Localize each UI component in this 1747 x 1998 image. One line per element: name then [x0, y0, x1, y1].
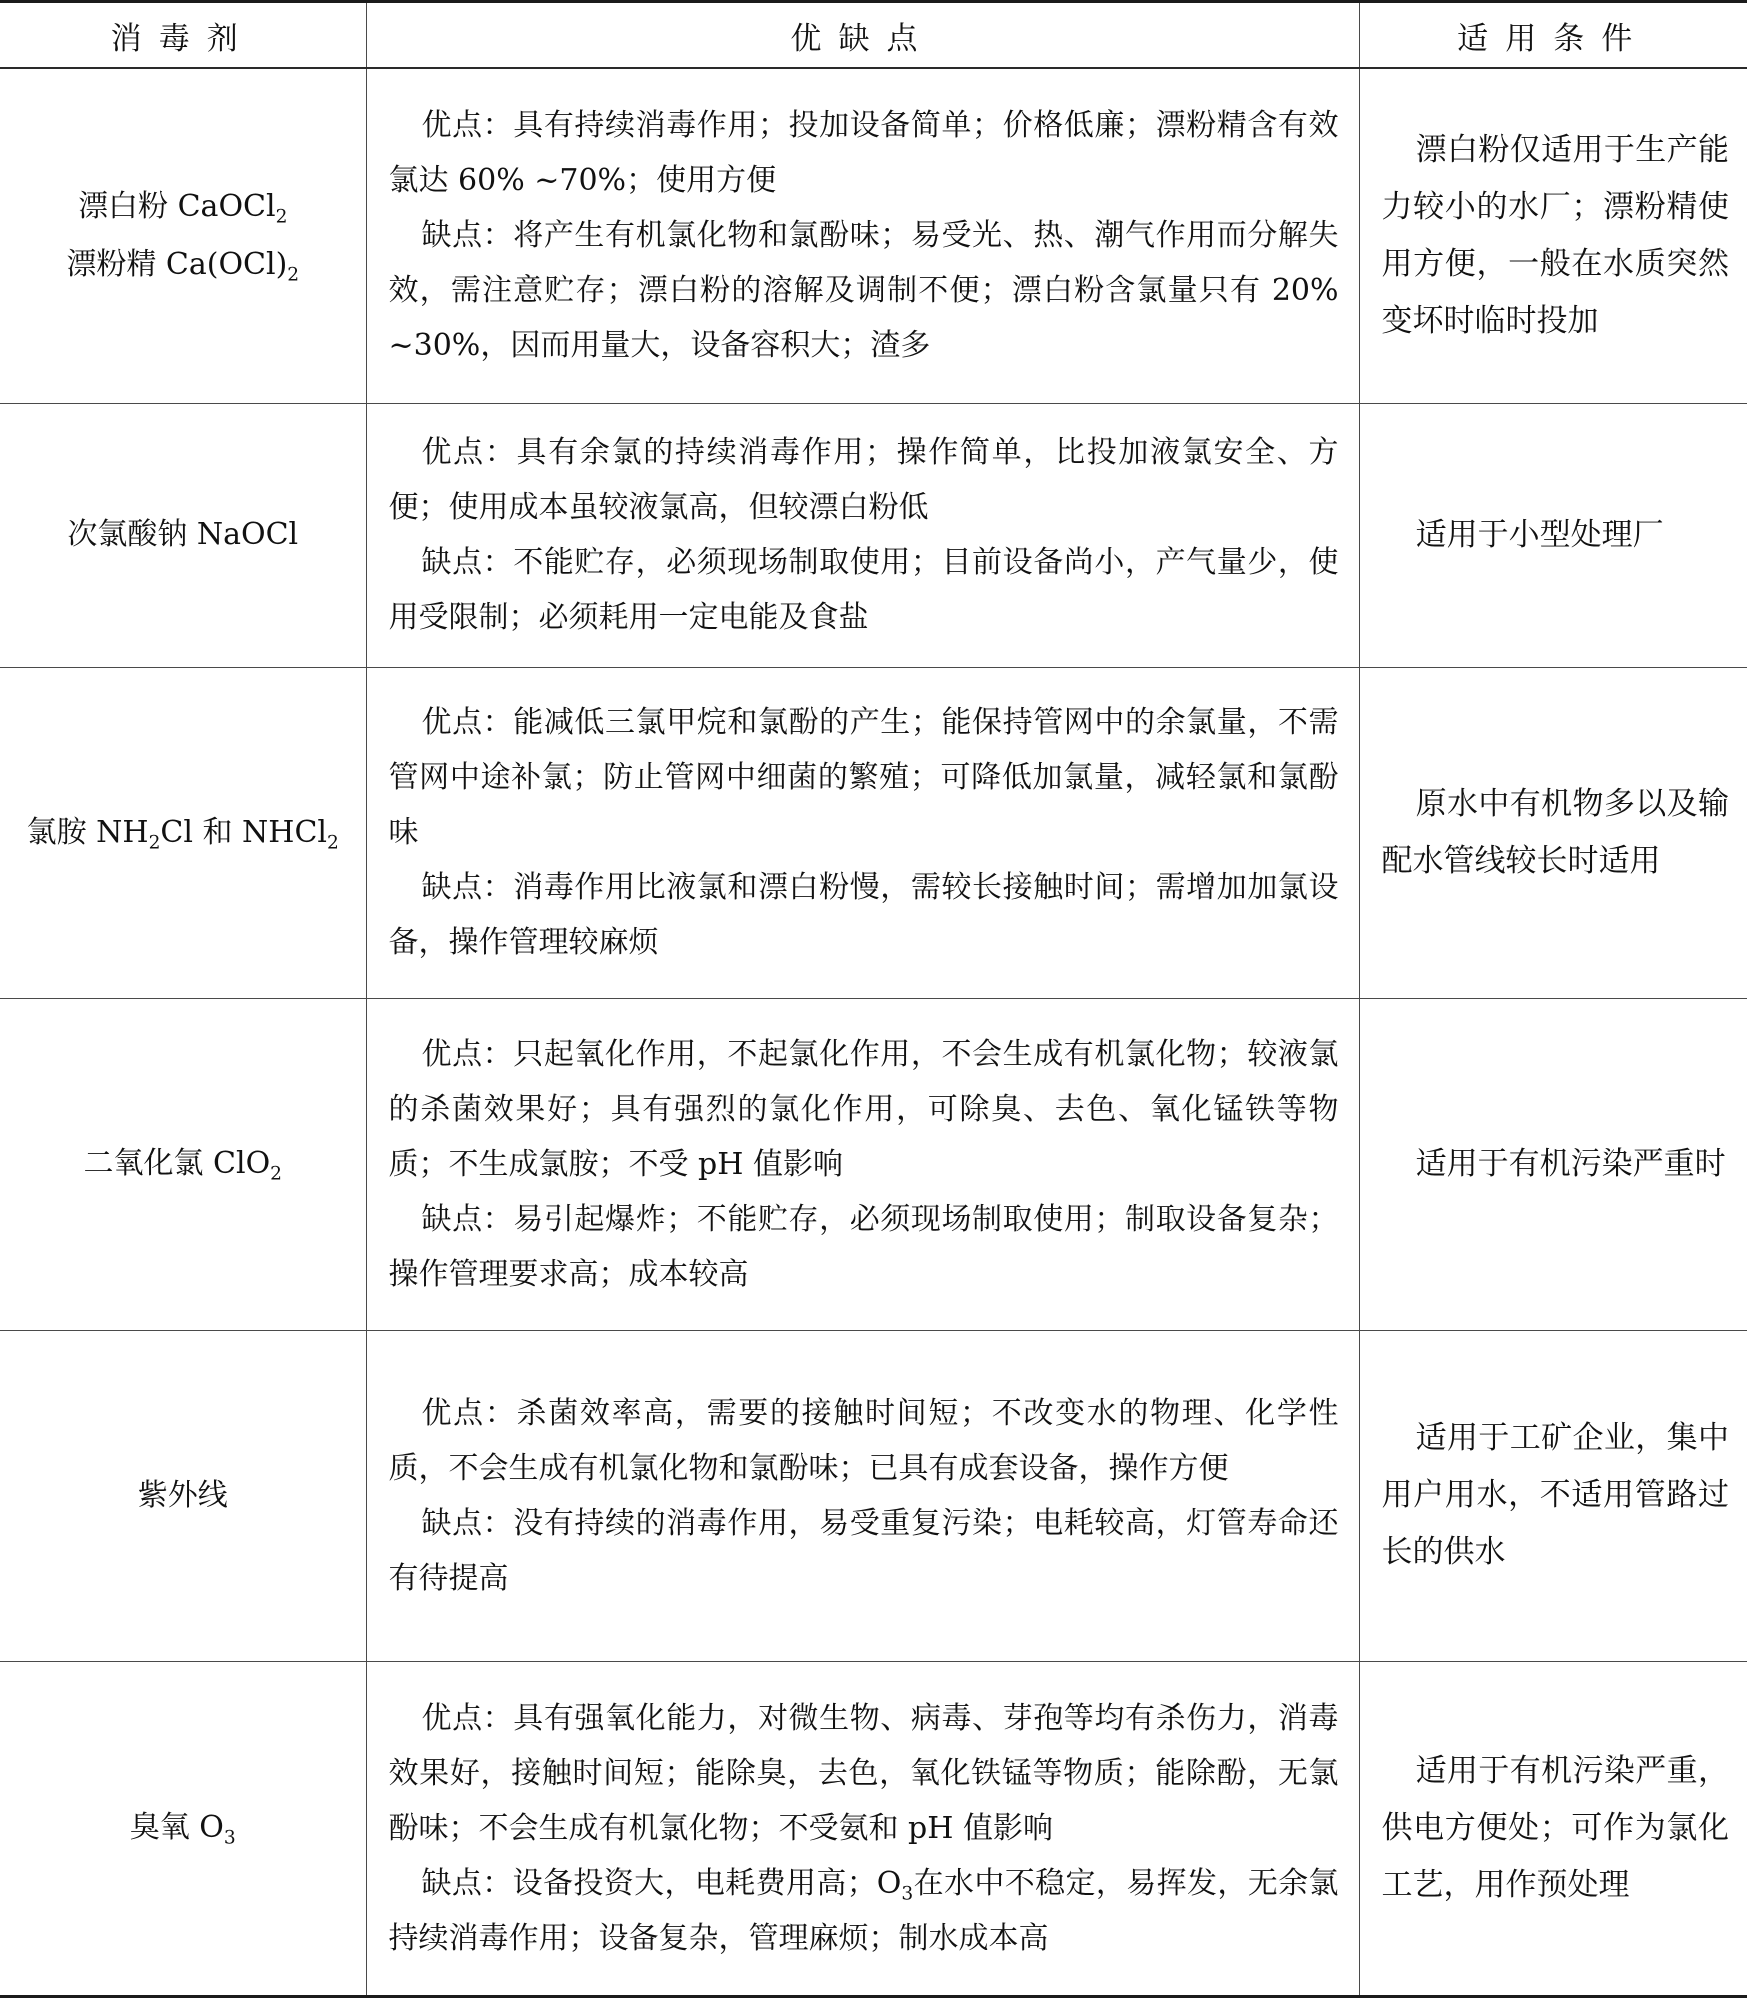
- agent-name-line: 漂白粉 CaOCl$_2$: [78, 188, 288, 228]
- pros-cons-cell: [366, 1661, 1359, 1996]
- pros-text: 优点：只起氧化作用，不起氯化作用，不会生成有机氯化物；较液氯的杀菌效果好；具有强烈的氯化作用，可除臭、去色、氧化锰铁等物质；不生成氯胺；不受 pH 值影响: [388, 1036, 1339, 1182]
- condition-cell: [1359, 1330, 1747, 1661]
- condition-cell: [1359, 998, 1747, 1330]
- condition-cell: [1359, 403, 1747, 667]
- table-row: [0, 667, 1747, 998]
- header-pros-cons: 优缺点: [366, 2, 1359, 69]
- table-row: [0, 68, 1747, 403]
- pros-cons-cell: [366, 998, 1359, 1330]
- agent-cell: [0, 403, 366, 667]
- header-row: [0, 2, 1747, 69]
- table-row: [0, 1330, 1747, 1661]
- condition-cell: [1359, 1661, 1747, 1996]
- cons-text: 缺点：将产生有机氯化物和氯酚味；易受光、热、潮气作用而分解失效，需注意贮存；漂白粉的溶解及调制不便；漂白粉含氯量只有 20% ~30%，因而用量大，设备容积大；渣多: [388, 218, 1339, 364]
- agent-name-line: 漂粉精 $Ca(OCl)_2$: [66, 246, 300, 286]
- table-row: [0, 1661, 1747, 1996]
- pros-text: 优点：具有持续消毒作用；投加设备简单；价格低廉；漂粉精含有效氯达 60% ~70%；使用方便: [388, 108, 1339, 199]
- agent-name: 紫外线: [137, 1477, 228, 1513]
- agent-cell: [0, 1661, 366, 1996]
- table-row: [0, 998, 1747, 1330]
- pros-text: 优点：具有余氯的持续消毒作用；操作简单，比投加液氯安全、方便；使用成本虽较液氯高，但较漂白粉低: [388, 435, 1339, 525]
- cons-text: 缺点：消毒作用比液氯和漂白粉慢，需较长接触时间；需增加加氯设备，操作管理较麻烦: [388, 870, 1339, 960]
- pros-cons-cell: [366, 667, 1359, 998]
- condition-text: 适用于小型处理厂: [1415, 516, 1664, 553]
- condition-text: 适用于有机污染严重，供电方便处；可作为氯化工艺，用作预处理: [1381, 1752, 1729, 1903]
- condition-text: 漂白粉仅适用于生产能力较小的水厂；漂粉精使用方便，一般在水质突然变坏时临时投加: [1381, 131, 1729, 339]
- pros-text: 优点：杀菌效率高，需要的接触时间短；不改变水的物理、化学性质，不会生成有机氯化物和氯酚味；已具有成套设备，操作方便: [388, 1395, 1339, 1486]
- header-agent: 消毒剂: [0, 2, 366, 69]
- pros-text: 优点：能减低三氯甲烷和氯酚的产生；能保持管网中的余氯量，不需管网中途补氯；防止管网中细菌的繁殖；可降低加氯量，减轻氯和氯酚味: [388, 705, 1339, 850]
- agent-name: 臭氧 $O_3$: [129, 1810, 236, 1849]
- agent-cell: [0, 667, 366, 998]
- cons-text: 缺点：易引起爆炸；不能贮存，必须现场制取使用；制取设备复杂；操作管理要求高；成本较高: [388, 1201, 1339, 1292]
- condition-text: 原水中有机物多以及输配水管线较长时适用: [1381, 785, 1729, 879]
- pros-cons-cell: [366, 68, 1359, 403]
- agent-name: 二氧化氯 ClO$_2$: [83, 1146, 283, 1185]
- condition-text: 适用于有机污染严重时: [1415, 1145, 1726, 1182]
- header-condition: 适用条件: [1359, 2, 1747, 69]
- agent-name: 次氯酸钠 NaOCl: [67, 517, 299, 552]
- cons-text: 缺点：不能贮存，必须现场制取使用；目前设备尚小，产气量少，使用受限制；必须耗用一定电能及食盐: [388, 545, 1339, 635]
- agent-cell: [0, 998, 366, 1330]
- pros-cons-cell: [366, 1330, 1359, 1661]
- agent-name: 氯胺 $NH_2Cl$ 和 NHCl$_2$: [26, 814, 339, 853]
- pros-text: 优点：具有强氧化能力，对微生物、病毒、芽孢等均有杀伤力，消毒效果好，接触时间短；能除臭，去色，氧化铁锰等物质；能除酚，无氯酚味；不会生成有机氯化物；不受氨和 pH 值影响: [388, 1700, 1339, 1846]
- cons-text: 缺点：设备投资大，电耗费用高；$O_3$在水中不稳定，易挥发，无余氯持续消毒作用；设备复杂，管理麻烦；制水成本高: [388, 1865, 1339, 1956]
- pros-cons-cell: [366, 403, 1359, 667]
- agent-cell: [0, 68, 366, 403]
- condition-cell: [1359, 68, 1747, 403]
- cons-text: 缺点：没有持续的消毒作用，易受重复污染；电耗较高，灯管寿命还有待提高: [388, 1505, 1339, 1596]
- agent-cell: [0, 1330, 366, 1661]
- condition-cell: [1359, 667, 1747, 998]
- table-row: [0, 403, 1747, 667]
- condition-text: 适用于工矿企业，集中用户用水，不适用管路过长的供水: [1381, 1420, 1729, 1570]
